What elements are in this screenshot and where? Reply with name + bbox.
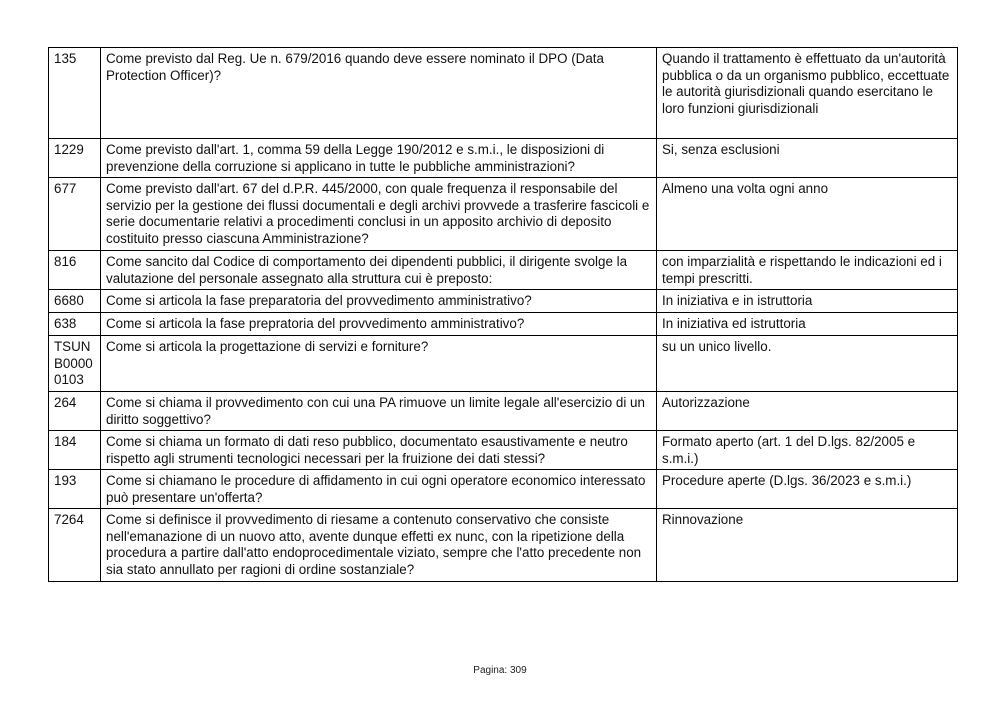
row-question: Come previsto dal Reg. Ue n. 679/2016 quando deve essere nominato il DPO (Data Protection Officer)? [101,48,657,139]
row-question: Come si chiama un formato di dati reso pubblico, documentato esaustivamente e neutro rispetto agli strumenti tecnologici necessari per la fruizione dei dati stessi? [101,431,657,470]
row-question: Come si definisce il provvedimento di riesame a contenuto conservativo che consiste nell'emanazione di un nuovo atto, avente dunque effetti ex nunc, con la ripetizione della procedura a partire dall'atto endoprocedimentale viziato, sempre che l'atto precedente non sia stato annullato per ragioni di ordine sostanziale? [101,509,657,582]
row-question: Come sancito dal Codice di comportamento dei dipendenti pubblici, il dirigente svolge la valutazione del personale assegnato alla struttura cui è preposto: [101,251,657,290]
table-row [49,178,958,251]
table-row [49,139,958,178]
row-question: Come previsto dall'art. 67 del d.P.R. 445/2000, con quale frequenza il responsabile del servizio per la gestione dei flussi documentali e degli archivi provvede a trasferire fascicoli e serie documentarie relativi a procedimenti conclusi in un apposito archivio di deposito costituito presso ciascuna Amministrazione? [101,178,657,251]
table-row [49,509,958,582]
row-answer: Procedure aperte (D.lgs. 36/2023 e s.m.i.) [657,470,958,509]
page-number: Pagina: 309 [473,665,527,676]
row-id: 264 [49,392,101,431]
row-question: Come si chiamano le procedure di affidamento in cui ogni operatore economico interessato può presentare un'offerta? [101,470,657,509]
row-answer: In iniziativa e in istruttoria [657,290,958,313]
row-question: Come si articola la fase preparatoria del provvedimento amministrativo? [101,290,657,313]
row-answer: Quando il trattamento è effettuato da un'autorità pubblica o da un organismo pubblico, eccettuate le autorità giurisdizionali quando esercitano le loro funzioni giurisdizionali [657,48,958,139]
table-row [49,313,958,336]
row-question: Come previsto dall'art. 1, comma 59 della Legge 190/2012 e s.m.i., le disposizioni di prevenzione della corruzione si applicano in tutte le pubbliche amministrazioni? [101,139,657,178]
row-id: 135 [49,48,101,139]
table-row [49,290,958,313]
row-answer: Autorizzazione [657,392,958,431]
row-id: 193 [49,470,101,509]
row-question: Come si chiama il provvedimento con cui una PA rimuove un limite legale all'esercizio di un diritto soggettivo? [101,392,657,431]
row-id: 1229 [49,139,101,178]
row-id: 638 [49,313,101,336]
row-answer: con imparzialità e rispettando le indicazioni ed i tempi prescritti. [657,251,958,290]
row-id: 816 [49,251,101,290]
row-answer: su un unico livello. [657,336,958,392]
row-question: Come si articola la progettazione di servizi e forniture? [101,336,657,392]
row-id: 677 [49,178,101,251]
table-row [49,48,958,139]
table-row [49,392,958,431]
row-answer: In iniziativa ed istruttoria [657,313,958,336]
row-id: 184 [49,431,101,470]
row-answer: Almeno una volta ogni anno [657,178,958,251]
row-id: 6680 [49,290,101,313]
row-answer: Formato aperto (art. 1 del D.lgs. 82/2005 e s.m.i.) [657,431,958,470]
row-id: TSUNB00000103 [49,336,101,392]
row-answer: Rinnovazione [657,509,958,582]
row-id: 7264 [49,509,101,582]
row-question: Come si articola la fase prepratoria del provvedimento amministrativo? [101,313,657,336]
table-row [49,431,958,470]
row-answer: Si, senza esclusioni [657,139,958,178]
table-row [49,470,958,509]
qa-table [48,47,958,582]
table-row [49,336,958,392]
table-row [49,251,958,290]
